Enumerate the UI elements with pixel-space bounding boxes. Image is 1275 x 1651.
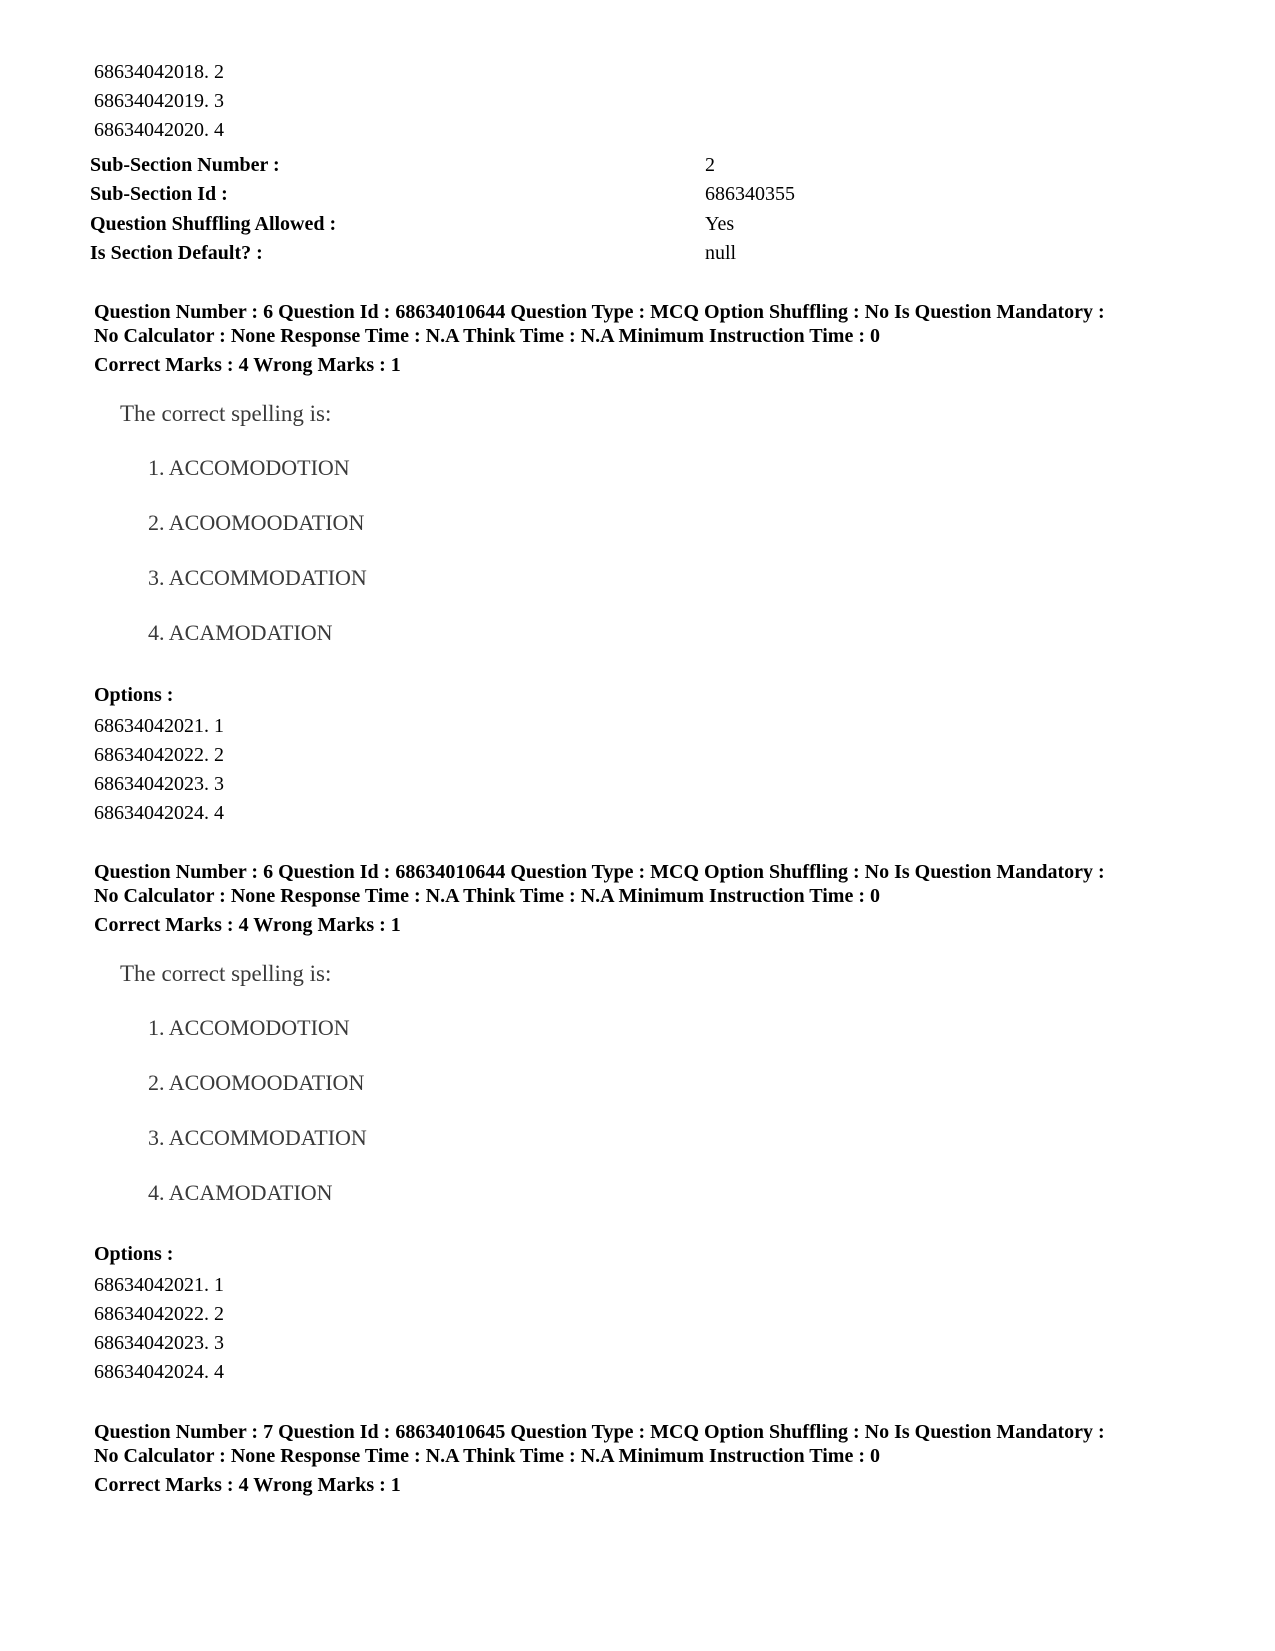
option-line: 68634042023. 3 (94, 773, 224, 795)
question-choice: 1. ACCOMODOTION (148, 1015, 350, 1040)
options-list (94, 683, 224, 828)
question-choice: 4. ACAMODATION (148, 1180, 333, 1205)
question-header (94, 1420, 1194, 1497)
question-header (94, 300, 1194, 377)
question-marks: Correct Marks : 4 Wrong Marks : 1 (94, 914, 401, 936)
question-stem: The correct spelling is: (120, 401, 332, 426)
question-marks: Correct Marks : 4 Wrong Marks : 1 (94, 354, 401, 376)
subsection-number-value: 2 (705, 154, 715, 176)
question-choice: 4. ACAMODATION (148, 620, 333, 645)
question-stem: The correct spelling is: (120, 961, 332, 986)
question-header-line: Question Number : 7 Question Id : 68634010645 Question Type : MCQ Option Shuffling : No Is Question Mandatory : (94, 1421, 1105, 1443)
question-image (100, 400, 520, 650)
question-header-line: No Calculator : None Response Time : N.A Think Time : N.A Minimum Instruction Time : 0 (94, 885, 880, 907)
question-choice: 3. ACCOMMODATION (148, 565, 367, 590)
subsection-id-label: Sub-Section Id : (90, 183, 228, 205)
question-choice: 3. ACCOMMODATION (148, 1125, 367, 1150)
question-header-line: No Calculator : None Response Time : N.A Think Time : N.A Minimum Instruction Time : 0 (94, 1445, 880, 1467)
question-shuffling-value: Yes (705, 213, 735, 235)
question-header (94, 860, 1194, 937)
option-line: 68634042022. 2 (94, 744, 224, 766)
subsection-id-value: 686340355 (705, 183, 795, 205)
option-line: 68634042018. 2 (94, 61, 224, 83)
question-choice: 2. ACOOMOODATION (148, 510, 365, 535)
question-image (100, 960, 520, 1210)
question-header-line: Question Number : 6 Question Id : 68634010644 Question Type : MCQ Option Shuffling : No Is Question Mandatory : (94, 301, 1105, 323)
question-header-line: Question Number : 6 Question Id : 68634010644 Question Type : MCQ Option Shuffling : No Is Question Mandatory : (94, 861, 1105, 883)
question-marks: Correct Marks : 4 Wrong Marks : 1 (94, 1474, 401, 1496)
option-line: 68634042019. 3 (94, 90, 224, 112)
question-shuffling-label: Question Shuffling Allowed : (90, 213, 337, 235)
option-line: 68634042023. 3 (94, 1332, 224, 1354)
option-line: 68634042022. 2 (94, 1303, 224, 1325)
option-line: 68634042024. 4 (94, 802, 224, 824)
section-default-label: Is Section Default? : (90, 242, 263, 264)
options-title: Options : (94, 1243, 174, 1265)
option-line: 68634042021. 1 (94, 1274, 224, 1296)
options-title: Options : (94, 684, 174, 706)
option-line: 68634042021. 1 (94, 715, 224, 737)
option-line: 68634042024. 4 (94, 1361, 224, 1383)
options-list (94, 1242, 224, 1387)
question-choice: 2. ACOOMOODATION (148, 1070, 365, 1095)
option-line: 68634042020. 4 (94, 119, 224, 141)
subsection-number-label: Sub-Section Number : (90, 154, 280, 176)
question-choice: 1. ACCOMODOTION (148, 455, 350, 480)
question-header-line: No Calculator : None Response Time : N.A Think Time : N.A Minimum Instruction Time : 0 (94, 325, 880, 347)
section-default-value: null (705, 242, 737, 264)
